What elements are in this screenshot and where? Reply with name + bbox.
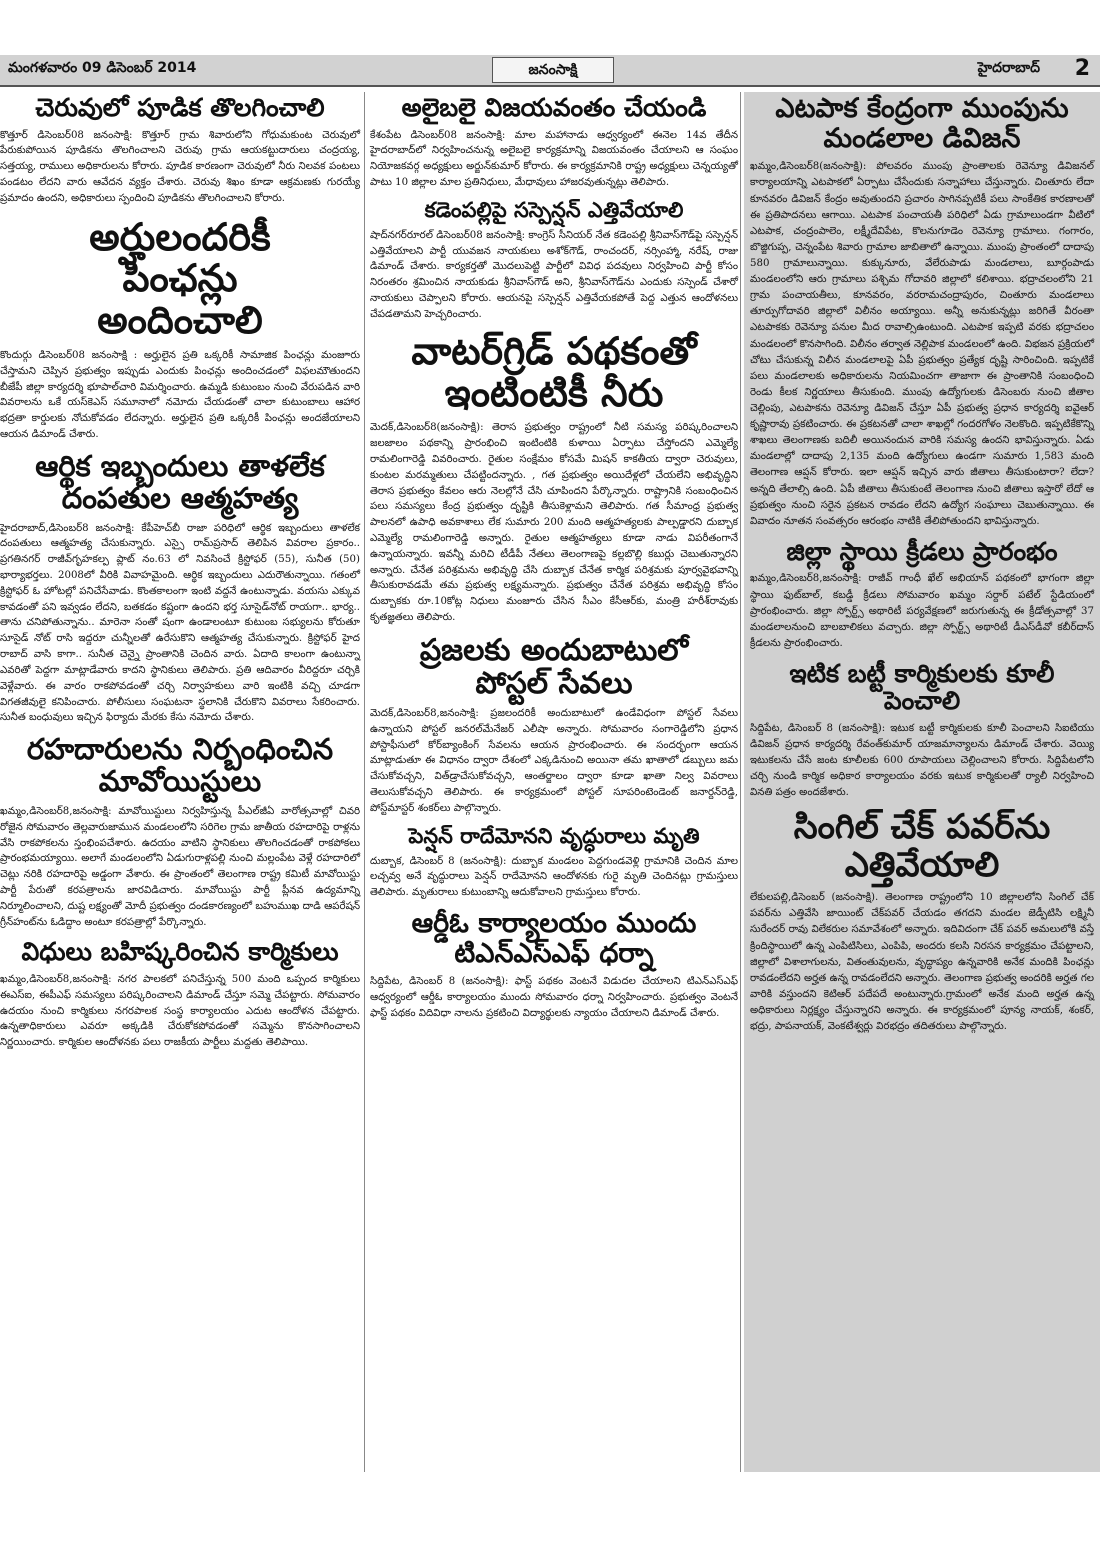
article-headline: ఆర్థిక ఇబ్బందులు తాళలేక దంపతుల ఆత్మహత్య <box>35 448 325 515</box>
article-headline: రహదారులను నిర్బంధించిన మావోయిస్టులు <box>26 732 334 799</box>
article-body: కేశంపేట డిసెంబర్08 జనంసాక్షి: మాల మహానాడు ఆధ్వర్యంలో ఈనెల 14వ తేదీన హైదరాబాద్‌లో నిర్వహించనున్న అలైబలై కార్యక్రమాన్ని విజయవంతం చేయాలని ఆ సంఘం నియోజకవర్గ అధ్యక్షులు అర్జున్‌కుమార్ కోరారు. ఈ కార్యక్రమానికి రాష్ట్ర అధ్యక్షులు చెన్నయ్యతో పాటు 10 జిల్లాల మాల ప్రతినిధులు, మేధావులు హాజరవుతున్నట్లు తెలిపారు. <box>370 129 738 188</box>
page-number: 2 <box>1074 56 1090 81</box>
article <box>370 825 738 902</box>
article-body: సిద్దిపేట, డిసెంబర్ 8 (జనంసాక్షి): ఇటుక బట్టీ కార్మికులకు కూలీ పెంచాలని సిఐటియు డివిజన్ ప్రధాన కార్యదర్శి రేవంత్‌కుమార్ యాజమాన్యాలను డిమాండ్ చేశారు. వెయ్యి ఇటుకలను చేసే జంట కూలీలకు 600 రూపాయలు చెల్లించాలని కోరారు. సిద్దిపేటలోని చర్చి నుండి కార్మిక అధికార కార్యాలయం వరకు ఇటుక కార్మికులతో ర్యాలీ నిర్వహించి వినతి పత్రం అందజేశారు. <box>750 722 1094 799</box>
article <box>370 909 738 1022</box>
article-headline: సింగిల్ చేక్ పవర్‌ను ఎత్తివేయాలి <box>793 807 1051 885</box>
article-body: సిద్దిపేట, డిసెంబర్ 8 (జనంసాక్షి): ఫాస్ట్ పథకం వెంటనే విడుదల చేయాలని టిఎన్ఎస్ఎఫ్ ఆధ్వర్యంలో ఆర్డీఓ కార్యాలయం ముందు సోమవారం ధర్నా నిర్వహించారు. ప్రభుత్వం వెంటనే ఫాస్ట్ పథకం విదివిధా నాలను ప్రకటించి విద్యార్థులకు న్యాయం చేయాలని డిమాండ్ చేశారు. <box>370 976 738 1020</box>
article-body: మెదక్,డిసెంబర్8,జనంసాక్షి: ప్రజలందరికీ అందుబాటులో ఉండేవిధంగా పోస్టల్ సేవలు ఉన్నాయని పోస్టల్ జనరల్‌మేనేజర్ ఎలీషా అన్నారు. సోమవారం సంగారెడ్డిలోని ప్రధాన పోస్టాఫీసులో కోర్‌బ్యాంకింగ్ సేవలను ఆయన ప్రారంభించారు. ఈ సందర్భంగా ఆయన మాట్లాడుతూ ఈ విధానం ద్వారా దేశంలో ఎక్కడినుంచి అయినా తమ ఖాతాలో డబ్బులు జమ చేసుకోవచ్చని, విత్‌డ్రాచేసుకోవచ్చని, ఆంతర్జాలం ద్వారా కూడా ఖాతా నిల్వ వివరాలు తెలుసుకోవచ్చని తెలిపారు. ఈ కార్యక్రమంలో పోస్టల్ సూపరింటెండెంట్ జనార్దన్‌రెడ్డి, పోస్ట్‌మాస్టర్ శంకర్‌లు పాల్గొన్నారు. <box>370 707 738 814</box>
column-divider <box>740 92 741 1472</box>
article-headline: ప్రజలకు అందుబాటులో పోస్టల్ సేవలు <box>419 632 689 701</box>
article-headline: పెన్షన్ రాదేమోనని వృద్ధురాలు మృతి <box>408 823 700 848</box>
masthead-logo <box>492 57 614 83</box>
article <box>750 94 1094 530</box>
article <box>750 538 1094 652</box>
article-body: షాద్‌నగర్‌రూరల్ డిసెంబర్08 జనంసాక్షి: కాంగ్రెస్ సీనియర్ నేత కడెంపల్లి శ్రీనివాస్‌గౌడ్‌పై సస్పెన్షన్ ఎత్తివేయాలని పార్టీ యువజన నాయకులు అశోక్‌గౌడ్, రాంచందర్, నర్సింహ్మా, నరేష్, రాజు డిమాండ్ చేశారు. కార్యకర్తతో మొదలుపెట్టి పార్టీలో వివిధ పదవులు నిర్వహించి పార్టీ కోసం నిరంతరం శ్రమించిన నాయకుడు శ్రీనివాస్‌గౌడ్ అని, శ్రీనివాస్‌గౌడ్‌ను ఎందుకు సస్పెండ్ చేశారో నాయకులు చెప్పాలని కోరారు. ఆయనపై సస్పెన్షన్ ఎత్తివేయకపోతే పెద్ద ఎత్తున ఆందోళనలు చేపడతామని హెచ్చరించారు. <box>370 229 738 320</box>
article-headline: జిల్లా స్థాయి క్రీడలు ప్రారంభం <box>786 536 1058 566</box>
issue-date: మంగళవారం 09 డిసెంబర్ 2014 <box>8 60 197 76</box>
article-body: ఖమ్మం,డిసెంబర్8,జనంసాక్షి: నగర పాలకలో పనిచేస్తున్న 500 మంది ఒప్పంద కార్మికులు ఈఎస్ఐ, ఈపీఎఫ్ సమస్యలు పరిష్కరించాలని డిమాండ్ చేస్తూ సమ్మె చేపట్టారు. సోమవారం ఉదయం నుంచి కార్మికులు నగరపాలక సంస్థ కార్యాలయం ఎదుట ఆందోళన చేపట్టారు. ఉన్నతాధికారులు ఎవరూ అక్కడికి చేరుకోకపోవడంతో సమ్మెను కొనసాగించాలని నిర్ణయించారు. కార్మికుల ఆందోళనకు పలు రాజకీయ పార్టీలు మద్దతు తెలిపాయి. <box>0 973 360 1049</box>
article <box>370 634 738 817</box>
article-headline: ఎటపాక కేంద్రంగా ముంపును మండలాల డివిజన్ <box>775 93 1069 154</box>
article <box>370 328 738 626</box>
masthead-logo-text: జనంసాక్షి <box>528 62 578 78</box>
article-headline: చెరువులో పూడిక తొలగించాలి <box>35 93 325 122</box>
article <box>0 734 360 930</box>
article <box>370 199 738 323</box>
article-body: దుబ్బాక, డిసెంబర్ 8 (జనంసాక్షి): దుబ్బాక మండలం పెద్దగుండవెళ్లి గ్రామానికి చెందిన మాల లచ్చవ్వ అనే వృద్ధురాలు పెన్షన్ రాదేమోనని ఆందోళనకు గురై మృతి చెందినట్లు గ్రామస్తులు తెలిపారు. మృతురాలు కుటుంబాన్ని ఆదుకోవాలని గ్రామస్తులు కోరారు. <box>370 855 738 899</box>
article-headline: అలైబలై విజయవంతం చేయండి <box>401 93 707 122</box>
article-headline: కడెంపల్లిపై సస్పెన్షన్ ఎత్తివేయాలి <box>424 197 684 222</box>
article-body: మెదక్,డిసెంబర్8(జనంసాక్షి): తెరాస ప్రభుత్వం రాష్ట్రంలో నీటి సమస్య పరిష్కరించాలని జలజాలం పథకాన్ని ప్రారంభించి ఇంటింటికి కుళాయి ఏర్పాటు చేస్తోందని ఎమ్మెల్యే రామలింగారెడ్డి వివరించారు. రైతుల సంక్షేమం కోసమే మిషన్ కాకతీయ ద్వారా చెరువులు, కుంటల మరమ్మతులు చేపట్టిందన్నారు. , గత ప్రభుత్వం అయిదేళ్లలో చేయలేని అభివృద్ధిని తెరాస ప్రభుత్వం కేవలం ఆరు నెలల్లోనే చేసి చూపిందని పేర్కొన్నారు. రాష్ట్రానికి సంబంధించిన పలు సమస్యలు కేంద్ర ప్రభుత్వం దృష్టికి తీసుకెళ్లామని తెలిపారు. గత సీమాంధ్ర ప్రభుత్వ పాలనలో ఉపాధి అవకాశాలు లేక సుమారు 200 మంది ఆత్మహత్యలకు పాల్పడ్డారని దుబ్బాక ఎమ్మెల్యే రామలింగారెడ్డి అన్నారు. రైతుల ఆత్మహత్యలు కూడా నాడు విపరీతంగానే ఉన్నాయన్నారు. ఇవన్నీ మరిచి టీడీపీ నేతలు తెలంగాణపై కల్లబొల్లి కబుర్లు చెబుతున్నారని అన్నారు. చేనేత పరిశ్రమను అభివృద్ధి చేసి దుబ్బాక చేనేత కార్మిక పరిశ్రమకు పూర్వవైభవాన్ని తీసుకురావడమే తమ ప్రభుత్వ లక్ష్యమన్నారు. ప్రభుత్వం చేనేత పరిశ్రమ అభివృద్ధి కోసం దుబ్బాకకు రూ.10కోట్ల నిధులు మంజూరు చేసిన సీఎం కేసీఆర్‌కు, మంత్రి హరీశ్‌రావుకు కృతజ్ఞతలు తెలిపారు. <box>370 422 738 624</box>
article <box>0 938 360 1051</box>
column-2 <box>370 92 738 1030</box>
article <box>0 214 360 443</box>
article-body: కొందుర్గు డిసెంబర్08 జనంసాక్షి : అర్హులైన ప్రతి ఒక్కరికీ సామాజిక పింఛన్లు మంజూరు చేస్తామని చెప్పిన ప్రభుత్వం ఇప్పుడు ఎందుకు పింఛన్లు అందించడంలో విఫలమౌతుందని బీజేపీ జిల్లా కార్యదర్శి భూపాల్‌చారి విమర్శించారు. ఉమ్మడి కుటుంబం నుంచి వేరుపడిన వారి వివరాలను ఒకే యస్‌కెఎస్ సమూనాలో నమోదు చేయడంతో చాలా కుటుంబాలు ఆహార భద్రతా కార్డులకు నోచుకోవడం లేదన్నారు. అర్హులైన ప్రతి ఒక్కరికీ పింఛన్లు అందజేయాలని ఆయన డిమాండ్ చేశారు. <box>0 349 360 441</box>
article-headline: ఆర్డీఓ కార్యాలయం ముందు టిఎన్ఎస్ఎఫ్ ధర్నా <box>411 908 697 969</box>
article-body: ఖమ్మం,డిసెంబర్8,జనంసాక్షి: రాజీవ్ గాంధీ ఖేల్ అభియాన్ పథకంలో భాగంగా జిల్లా స్థాయి ఫుట్‌బాల్, కబడ్డీ క్రీడలు సోమవారం ఖమ్మం సర్దార్ పటేల్ స్టేడియంలో ప్రారంభించారు. జిల్లా స్పోర్ట్స్ అథారిటీ పర్యవేక్షణలో జరుగుతున్న ఈ క్రీడోత్సవాల్లో 37 మండలాలనుంచి బాలబాలికలు వచ్చారు. జిల్లా స్పోర్ట్స్ అథారిటీ డీఎస్‌డీవో కబీర్‌దాస్ క్రీడలను ప్రారంభించారు. <box>750 573 1094 649</box>
article <box>0 448 360 726</box>
article <box>750 660 1094 802</box>
page-header <box>0 55 1100 87</box>
article-body: హైదరాబాద్,డిసెంబర్8 జనంసాక్షి: కేపీహెచ్‌బీ రాజా పరిధిలో ఆర్థిక ఇబ్బందులు తాళలేక దంపతులు ఆత్మహత్య చేసుకున్నారు. ఎస్సై రామ్‌ప్రసాద్ తెలిపిన వివరాల ప్రకారం.. ప్రగతినగర్ రాజీవ్‌గృహకల్ప ప్లాట్ నం.63 లో నివసించే క్రిస్టోఫర్ (55), సునీత (50) భార్యాభర్తలు. 2008లో వీరికి వివాహమైంది. ఆర్థిక ఇబ్బందులు ఎదురౌతున్నాయి. గతంలో క్రిస్టోఫర్ ఓ హోటల్లో పనిచేసేవాడు. కొంతకాలంగా ఇంటి వద్దనే ఉంటున్నాడు. వయసు ఎక్కువ కావడంతో పని ఇవ్వడం లేదని, బతకడం కష్టంగా ఉందని భర్త సూసైడ్‌నోట్ రాయగా.. భార్య.. తాను చనిపోతున్నాను.. మారెనా సంతో షంగా ఉండాలంటూ కుటుంబ సభ్యులను కోరుతూ సూసైడ్ నోట్ రాసి ఇద్దరూ చున్నీలతో ఉరేసుకొని ఆత్మహత్య చేసుకున్నారు. క్రిస్టోఫర్ హైద రాబాద్ వాసి కాగా.. సునీత చెన్నై ప్రాంతానికి చెందిన వారు. ఏదాది కాలంగా ఉంటున్నా ఎవరితో పెద్దగా మాట్లాడేవారు కాదని స్థానికులు తెలిపారు. ప్రతి ఆదివారం వీరిద్దరూ చర్చికి వెళ్లేవారు. ఈ వారం రాకపోవడంతో చర్చి నిర్వాహకులు వారి ఇంటికి వచ్చి చూడగా విగతజీవులై కనిపించారు. పోలీసులు సంఘటనా స్థలానికి చేరుకొని వివరాలు సేకరించారు. సునీత బంధువులు ఇచ్చిన ఫిర్యాదు మేరకు కేసు నమోదు చేశారు. <box>0 522 360 724</box>
article-body: లేకులపల్లి,డిసెంబర్ (జనంసాక్షి). తెలంగాణ రాష్ట్రంలోని 10 జిల్లాలలోని సింగిల్ చేక్ పవర్‌ను ఎత్తివేసి జాయింట్ చేక్‌పవర్ చేయడం తగదని మండల జెడ్పీటిసి లక్ష్మినీ సురేందర్ రావు విలేకరుల సమావేశంలో అన్నారు. ఇదివిదంగా చేక్ పవర్ అమలులోకి వస్తే క్రిందిస్థాయిలో ఉన్న ఎంపిటిసిలు, ఎంపిపి, అందరు కలసి నిరసన కార్యక్రమం చేపట్టాలని, జిల్లాలో విశాలాగులను, వితంతువులను, వృద్ధాప్యం ఉన్నవారికి అనేక మందికి పింఛన్లు రావడంలేదని అర్హత ఉన్న రావడంలేదని అన్నారు. తెలంగాణ ప్రభుత్వ అందరికి అర్హత గల వారికి వస్తుందని కెటిఆర్ పదేపదే అంటున్నారు.గ్రామంలో అనేక మంది అర్హత ఉన్న అధికారులు నిర్లక్ష్యం చేస్తున్నారని అన్నారు. ఈ కార్యక్రమంలో పూన్య నాయక్, శంకర్, భద్రు, పాపనాయక్, వెంకటేశ్వర్లు విరభద్రం తదితరులు పాల్గొన్నారు. <box>750 892 1094 1033</box>
article-body: ఖమ్మం,డిసెంబర్8,జనంసాక్షి: మావోయిస్టులు నిర్వహిస్తున్న పీఎల్‌జీఏ వారోత్సవాల్లో చివరి రోజైన సోమవారం తెల్లవారుజామున మండలంలోని సరిగెల గ్రామ జాతీయ రహదారిపై రాళ్లను వేసి రాకపోకలను స్తంభింపచేశారు. ఉదయం వాటిని స్థానికులు తొలగించడంతో రాకపోకలు ప్రారంభమయ్యాయి. అలాగే మండలంలోని ఏడుగురాళ్లపల్లి నుంచి మల్లంపేట వెళ్లే రహదారిలో చెట్లు నరికి రహదారిపై అడ్డంగా వేశారు. ఈ ప్రాంతంలో తెలంగాణ రాష్ట్ర కమిటీ మావోయిస్టు పార్టీ పేరుతో కరపత్రాలను జారవిడిచారు. మావోయిస్టు పార్టీ ప్లీనవ ఉద్యమాన్ని నిర్మూలించాలని, దుష్ట లక్ష్యంతో మోదీ ప్రభుత్వం దండకారణ్యంలో బహుముఖ దాడి ఆపరేషన్ గ్రీన్‌హంట్‌ను ఓడిద్దాం అంటూ కరపత్రాల్లో పేర్కొన్నారు. <box>0 805 360 928</box>
column-divider <box>364 92 365 1472</box>
article-headline: ఇటిక బట్టీ కార్మికులకు కూలీ పెంచాలి <box>789 658 1055 716</box>
column-1 <box>0 92 360 1059</box>
article <box>750 809 1094 1035</box>
article-body: ఖమ్మం,డిసెంబర్8(జనంసాక్షి): పోలవరం ముంపు ప్రాంతాలకు రెవెన్యూ డివిజనల్ కార్యాలయాన్ని ఎటపాకలో ఏర్పాటు చేసేందుకు సన్నాహాలు చేస్తున్నారు. చింతూరు లేదా కూనవరం డివిజన్ కేంద్రం అవుతుందని ప్రచారం సాగినప్పటికీ పలు సాంకేతిక కారణాలతో ఈ ప్రతిపాదనలు ఆగాయి. ఎటపాక పంచాయతీ పరిధిలో ఏడు గ్రామాలుండగా వీటిలో ఎటపాక, చంద్రంపాలెం, లక్ష్మీదేవిపేట, కొలనుగూడెం రెవెన్యూ గ్రామాలు. గంగారం, బొజ్జిగుప్ప, చెన్నంపేట శివారు గ్రామాల జాబితాలో ఉన్నాయి. ముంపు ప్రాంతంలో దాదాపు 580 గ్రామాలున్నాయి. కుక్కునూరు, వేలేరుపాడు మండలాలు, బూర్గంపాడు మండలంలోని ఆరు గ్రామాలు పశ్చిమ గోదావరి జిల్లాలో కలిశాయి. భద్రాచలంలోని 21 గ్రామ పంచాయతీలు, కూనవరం, వరరామచంద్రాపురం, చింతూరు మండలాలు తూర్పుగోదావరి జిల్లాలో విలీనం అయ్యాయి. అన్నీ అనుకున్నట్లు జరిగితే వీరంతా ఎటపాకకు రెవెన్యూ పనుల మీద రావాల్సిఉంటుంది. ఎటపాక ఇప్పటి వరకు భద్రాచలం మండలంలో కొనసాగింది. విలీనం తర్వాత నెల్లిపాక మండలంలో ఉంది. విభజన ప్రక్రియలో చోటు చేసుకున్న విలీన మండలాలపై ఏపీ ప్రభుత్వం ప్రత్యేక దృష్టి సారించింది. ఇప్పటికే పలు మండలాలకు అధికారులను నియమించగా తాజాగా ఈ ప్రాంతానికి సంబంధించి రెండు కీలక నిర్ణయాలు తీసుకుంది. ముంపు ఉద్యోగులకు డిసెంబరు నుంచి జీతాల చెల్లింపు, ఎటపాకను రెవెన్యూ డివిజన్ చేస్తూ ఏపీ ప్రభుత్వ ప్రధాన కార్యదర్శి ఐవైఆర్ కృష్ణారావు ప్రకటించారు. ఈ ప్రకటనతో చాలా శాఖల్లో గందరగోళం నెలకొంది. ఇప్పటికేకొన్ని శాఖలు తెలంగాణకు బదిలీ అయినందున వారికి సమస్య ఉందని భావిస్తున్నారు. ఏడు మండలాల్లో దాదాపు 2,135 మంది ఉద్యోగులు ఉండగా సుమారు 1,583 మంది తెలంగాణ ఆప్షన్ కోరారు. ఇలా ఆప్షన్ ఇచ్చిన వారు జీతాలు తీసుకుంటారా? లేదా? అన్నది తేలాల్సి ఉంది. ఏపీ జీతాలు తీసుకుంటే తెలంగాణ నుంచి జీతాలు ఇస్తారో లేదో ఆ ప్రభుత్వం నుంచి సరైన ప్రకటన రావడం లేదని ఉద్యోగ సంఘాలు చెబుతున్నాయి. ఈ వివాదం నూతన సంవత్సరం ఆరంభం నాటికి తేలిపోతుందని భావిస్తున్నారు. <box>750 161 1094 527</box>
column-3-panel <box>744 92 1100 1472</box>
article-headline: అర్హులందరికీ పింఛన్లు అందించాలి <box>89 214 271 343</box>
article-headline: విధులు బహిష్కరించిన కార్మికులు <box>21 937 339 967</box>
article-headline: వాటర్‌గ్రిడ్ పథకంతో ఇంటింటికీ నీరు <box>411 328 697 415</box>
article <box>0 94 360 207</box>
article-body: కొత్తూర్ డిసెంబర్08 జనంసాక్షి: కొత్తూర్ గ్రామ శివారులోని గోధుమకుంట చెరువులో పేరుకుపోయిన పూడికను తొలగించాలని చెరువు గ్రామ ఆయకట్టుదారులు చంద్రయ్య, సత్తయ్య, రాములు అధికారులను కోరారు. పూడిక కారణంగా చెరువులో నీరు నిలవక పంటలు పండటం లేదని వారు ఆవేదన వ్యక్తం చేశారు. చెరువు శిఖం కూడా ఆక్రమణకు గురయ్యే ప్రమాదం ఉందని, అధికారులు స్పందించి పూడికను తొలగించాలని కోరారు. <box>0 129 360 204</box>
article <box>370 94 738 191</box>
edition-city: హైదరాబాద్ <box>977 60 1040 76</box>
